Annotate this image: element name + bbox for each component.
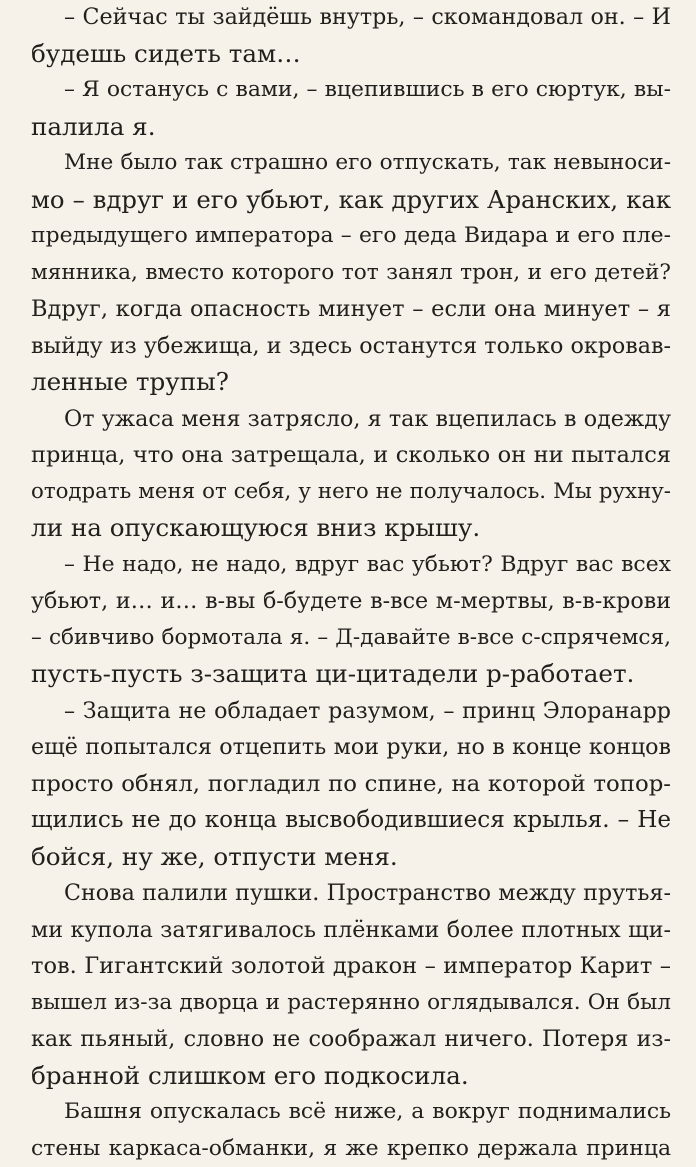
text-line: принца, что она затрещала, и сколько он ни пытался [31, 437, 671, 474]
text-line: Мне было так страшно его отпускать, так невыноси- [31, 145, 671, 182]
text-line: вышел из-за дворца и растерянно оглядывался. Он был [31, 985, 671, 1022]
text-line: как пьяный, словно не соображал ничего. Потеря из- [31, 1021, 671, 1058]
text-line: ми купола затягивалось плёнками более плотных щи- [31, 912, 671, 949]
text-line: – Я останусь с вами, – вцепившись в его сюртук, вы- [31, 72, 671, 109]
text-line: мо – вдруг и его убьют, как других Аранских, как [31, 182, 671, 219]
text-line: От ужаса меня затрясло, я так вцепилась в одежду [31, 401, 671, 438]
text-line: пусть-пусть з-защита ци-цитадели р-работает. [31, 656, 671, 693]
text-line: бранной слишком его подкосила. [31, 1058, 671, 1095]
text-line: – Не надо, не надо, вдруг вас убьют? Вдруг вас всех [31, 547, 671, 584]
text-line: ли на опускающуюся вниз крышу. [31, 510, 671, 547]
text-line: тов. Гигантский золотой дракон – император Карит – [31, 948, 671, 985]
text-line: Башня опускалась всё ниже, а вокруг поднимались [31, 1094, 671, 1131]
text-line: палила я. [31, 109, 671, 146]
text-line: – Сейчас ты зайдёшь внутрь, – скомандовал он. – И [31, 0, 671, 36]
text-line: предыдущего императора – его деда Видара и его пле- [31, 218, 671, 255]
text-line: стены каркаса-обманки, я же крепко держала принца [31, 1131, 671, 1167]
text-line: просто обнял, погладил по спине, на которой топор- [31, 766, 671, 803]
text-line: мянника, вместо которого тот занял трон, и его детей? [31, 255, 671, 292]
text-line: ленные трупы? [31, 364, 671, 401]
text-line: – сбивчиво бормотала я. – Д-давайте в-все с-спрячемся, [31, 620, 671, 657]
text-line: отодрать меня от себя, у него не получалось. Мы рухну- [31, 474, 671, 511]
text-line: – Защита не обладает разумом, – принц Элоранарр [31, 693, 671, 730]
text-line: ещё попытался отцепить мои руки, но в конце концов [31, 729, 671, 766]
text-line: Вдруг, когда опасность минует – если она минует – я [31, 291, 671, 328]
text-line: выйду из убежища, и здесь останутся только окровав- [31, 328, 671, 365]
text-line: бойся, ну же, отпусти меня. [31, 839, 671, 876]
text-line: убьют, и… и… в-вы б-будете в-все м-мертвы, в-в-крови [31, 583, 671, 620]
text-line: будешь сидеть там… [31, 36, 671, 73]
text-line: щились не до конца высвободившиеся крылья. – Не [31, 802, 671, 839]
text-line: Снова палили пушки. Пространство между прутья- [31, 875, 671, 912]
book-page [31, 0, 671, 1000]
